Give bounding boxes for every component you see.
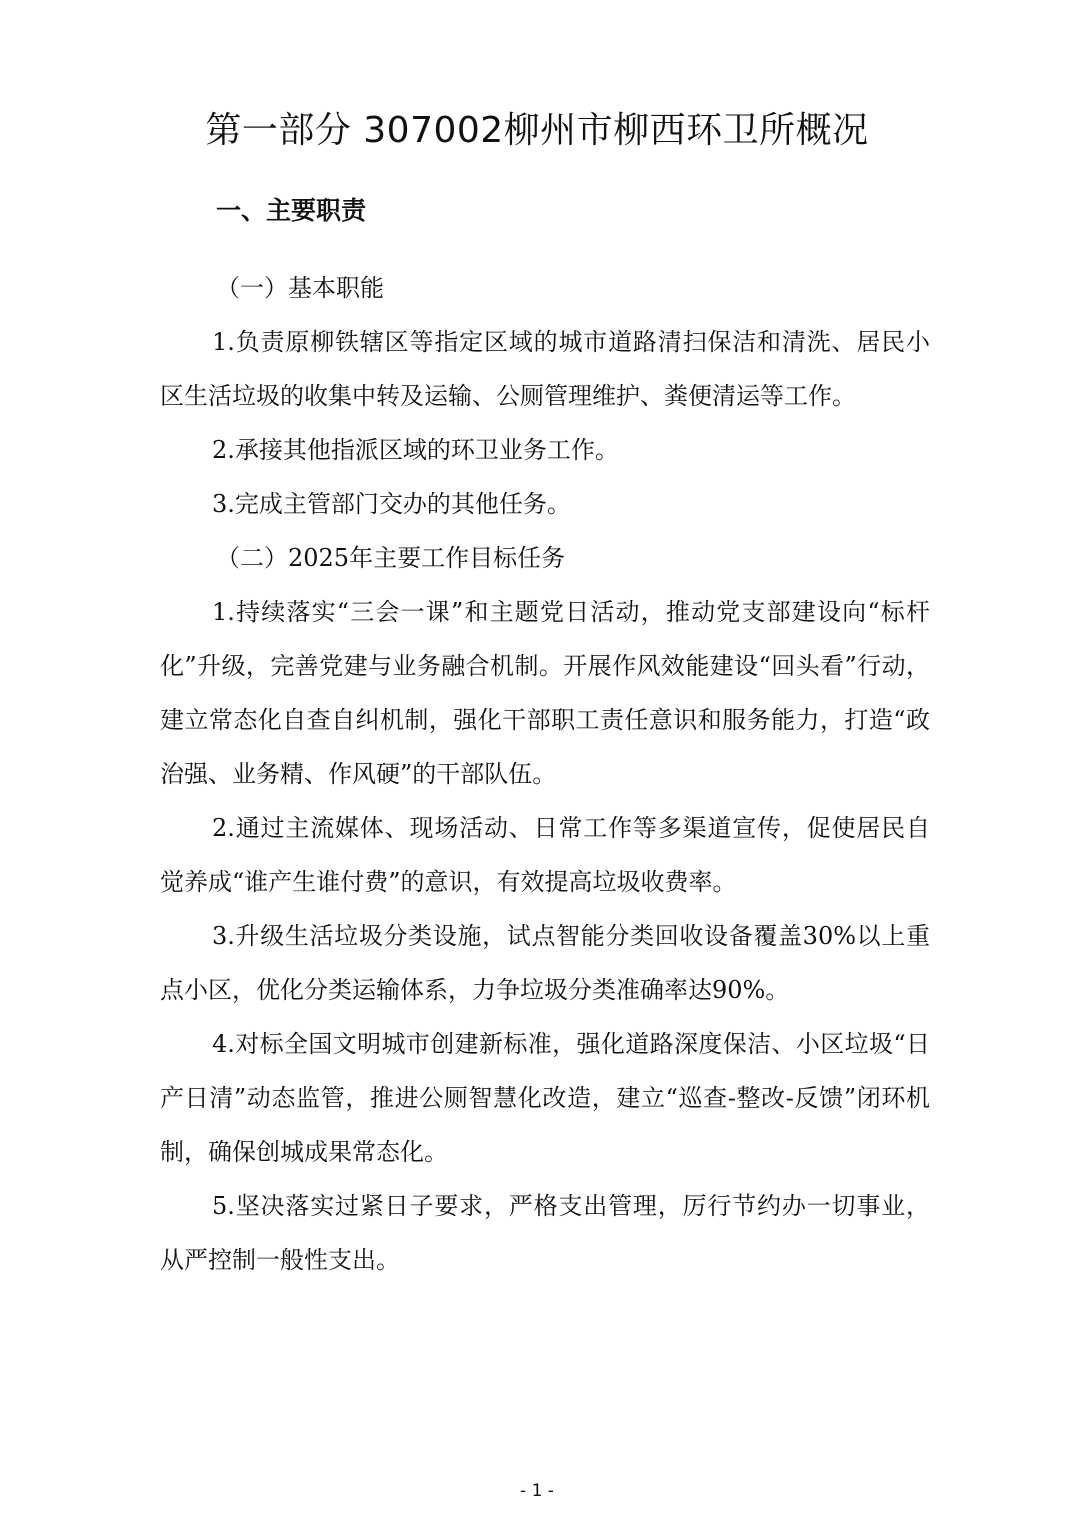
work-target-item-4: 4.对标全国文明城市创建新标准，强化道路深度保洁、小区垃圾“日产日清”动态监管，推进公厕智慧化改造，建立“巡查-整改-反馈”闭环机制，确保创城成果常态化。 (160, 1030, 930, 1166)
work-target-item-1: 1.持续落实“三会一课”和主题党日活动，推动党支部建设向“标杆化”升级，完善党建与业务融合机制。开展作风效能建设“回头看”行动，建立常态化自查自纠机制，强化干部职工责任意识和服务能力，打造“政治强、业务精、作风硬”的干部队伍。 (160, 598, 930, 788)
work-target-item-5: 5.坚决落实过紧日子要求，严格支出管理，厉行节约办一切事业，从严控制一般性支出。 (160, 1192, 930, 1274)
basic-function-item-3: 3.完成主管部门交办的其他任务。 (212, 490, 571, 518)
page-title: 第一部分 307002柳州市柳西环卫所概况 (205, 110, 869, 151)
basic-function-item-1: 1.负责原柳铁辖区等指定区域的城市道路清扫保洁和清洗、居民小区生活垃圾的收集中转及运输、公厕管理维护、粪便清运等工作。 (160, 328, 930, 410)
work-target-item-2: 2.通过主流媒体、现场活动、日常工作等多渠道宣传，促使居民自觉养成“谁产生谁付费”的意识，有效提高垃圾收费率。 (160, 814, 930, 896)
page-number: - 1 - (520, 1481, 554, 1501)
document-body (160, 261, 930, 1287)
section-heading-main-duties: 一、主要职责 (216, 196, 367, 225)
work-target-item-3: 3.升级生活垃圾分类设施，试点智能分类回收设备覆盖30%以上重点小区，优化分类运输体系，力争垃圾分类准确率达90%。 (160, 922, 930, 1004)
subsection-heading-basic-functions: （一）基本职能 (216, 274, 384, 302)
basic-function-item-2: 2.承接其他指派区域的环卫业务工作。 (212, 436, 619, 464)
subsection-heading-work-targets: （二）2025年主要工作目标任务 (216, 544, 566, 572)
